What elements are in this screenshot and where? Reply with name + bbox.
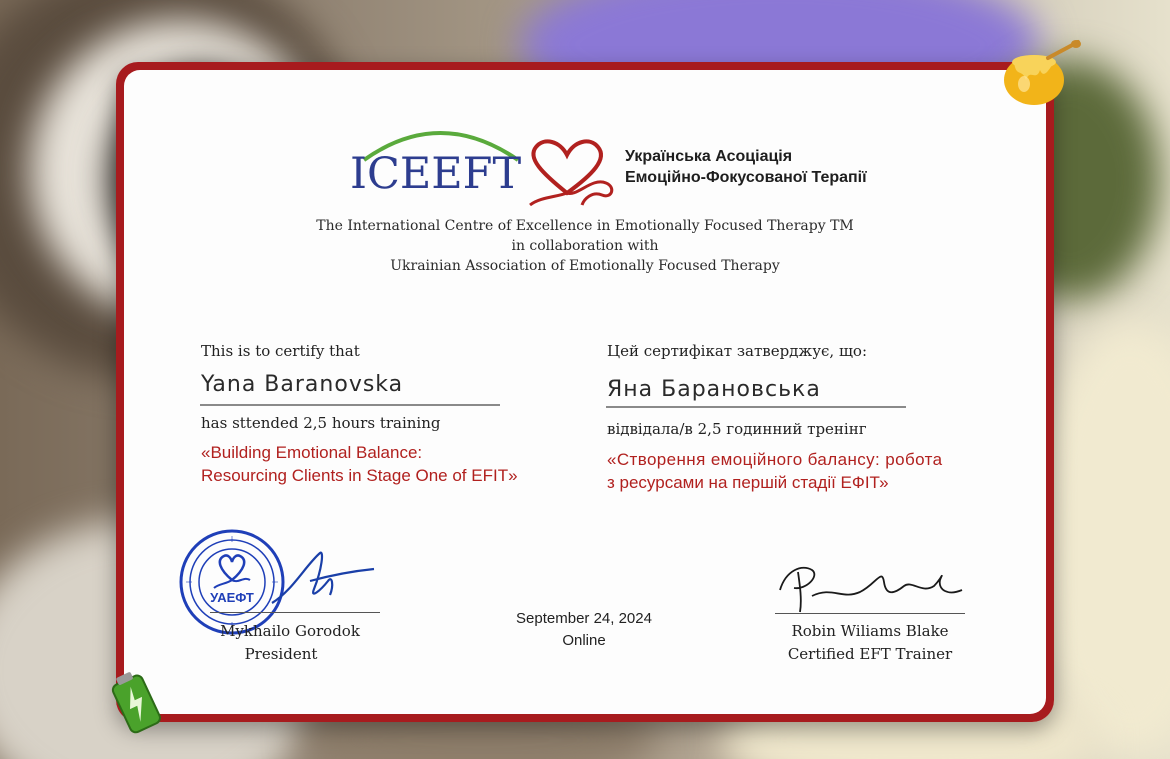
event-format: Online bbox=[562, 632, 606, 649]
event-date: September 24, 2024 bbox=[516, 610, 652, 627]
en-training-title-line1: «Building Emotional Balance: bbox=[201, 443, 423, 462]
header-line3: Ukrainian Association of Emotionally Focused Therapy bbox=[390, 258, 780, 274]
left-signatory-name: Mykhailo Gorodok bbox=[220, 622, 360, 640]
iceeft-wordmark: ICEEFT bbox=[350, 149, 522, 199]
honey-pot-icon bbox=[1000, 38, 1084, 108]
en-certify-text: This is to certify that bbox=[201, 342, 360, 360]
heart-ribbon-icon bbox=[522, 133, 622, 211]
uaeft-name-line1: Українська Асоціація bbox=[625, 148, 793, 165]
uk-attended-text: відвідала/в 2,5 годинний тренінг bbox=[607, 420, 867, 438]
en-attended-text: has sttended 2,5 hours training bbox=[201, 414, 441, 432]
en-name-underline bbox=[200, 404, 500, 406]
left-signature-line bbox=[210, 612, 380, 613]
left-signatory-role: President bbox=[244, 645, 318, 663]
en-training-title-line2: Resourcing Clients in Stage One of EFIT» bbox=[201, 466, 518, 485]
right-signature-line bbox=[775, 613, 965, 614]
stamp-text: УАЕФТ bbox=[210, 590, 254, 605]
uk-training-title-line2: з ресурсами на першій стадії ЕФІТ» bbox=[607, 473, 889, 492]
uk-training-title-line1: «Створення емоційного балансу: робота bbox=[607, 450, 943, 469]
uk-name-underline bbox=[606, 406, 906, 408]
left-signature bbox=[262, 545, 382, 615]
right-signatory-role: Certified EFT Trainer bbox=[787, 645, 953, 663]
uaeft-name-line2: Емоційно-Фокусованої Терапії bbox=[625, 169, 867, 186]
header-line1: The International Centre of Excellence in Emotionally Focused Therapy TM bbox=[316, 218, 854, 234]
uk-certify-text: Цей сертифікат затверджує, що: bbox=[607, 342, 867, 360]
en-recipient-name: Yana Baranovska bbox=[201, 372, 404, 397]
header-line2: in collaboration with bbox=[511, 238, 659, 254]
right-signature bbox=[772, 556, 972, 616]
right-signatory-name: Robin Wiliams Blake bbox=[791, 622, 949, 640]
battery-icon bbox=[104, 668, 168, 738]
uk-recipient-name: Яна Барановська bbox=[607, 377, 821, 402]
